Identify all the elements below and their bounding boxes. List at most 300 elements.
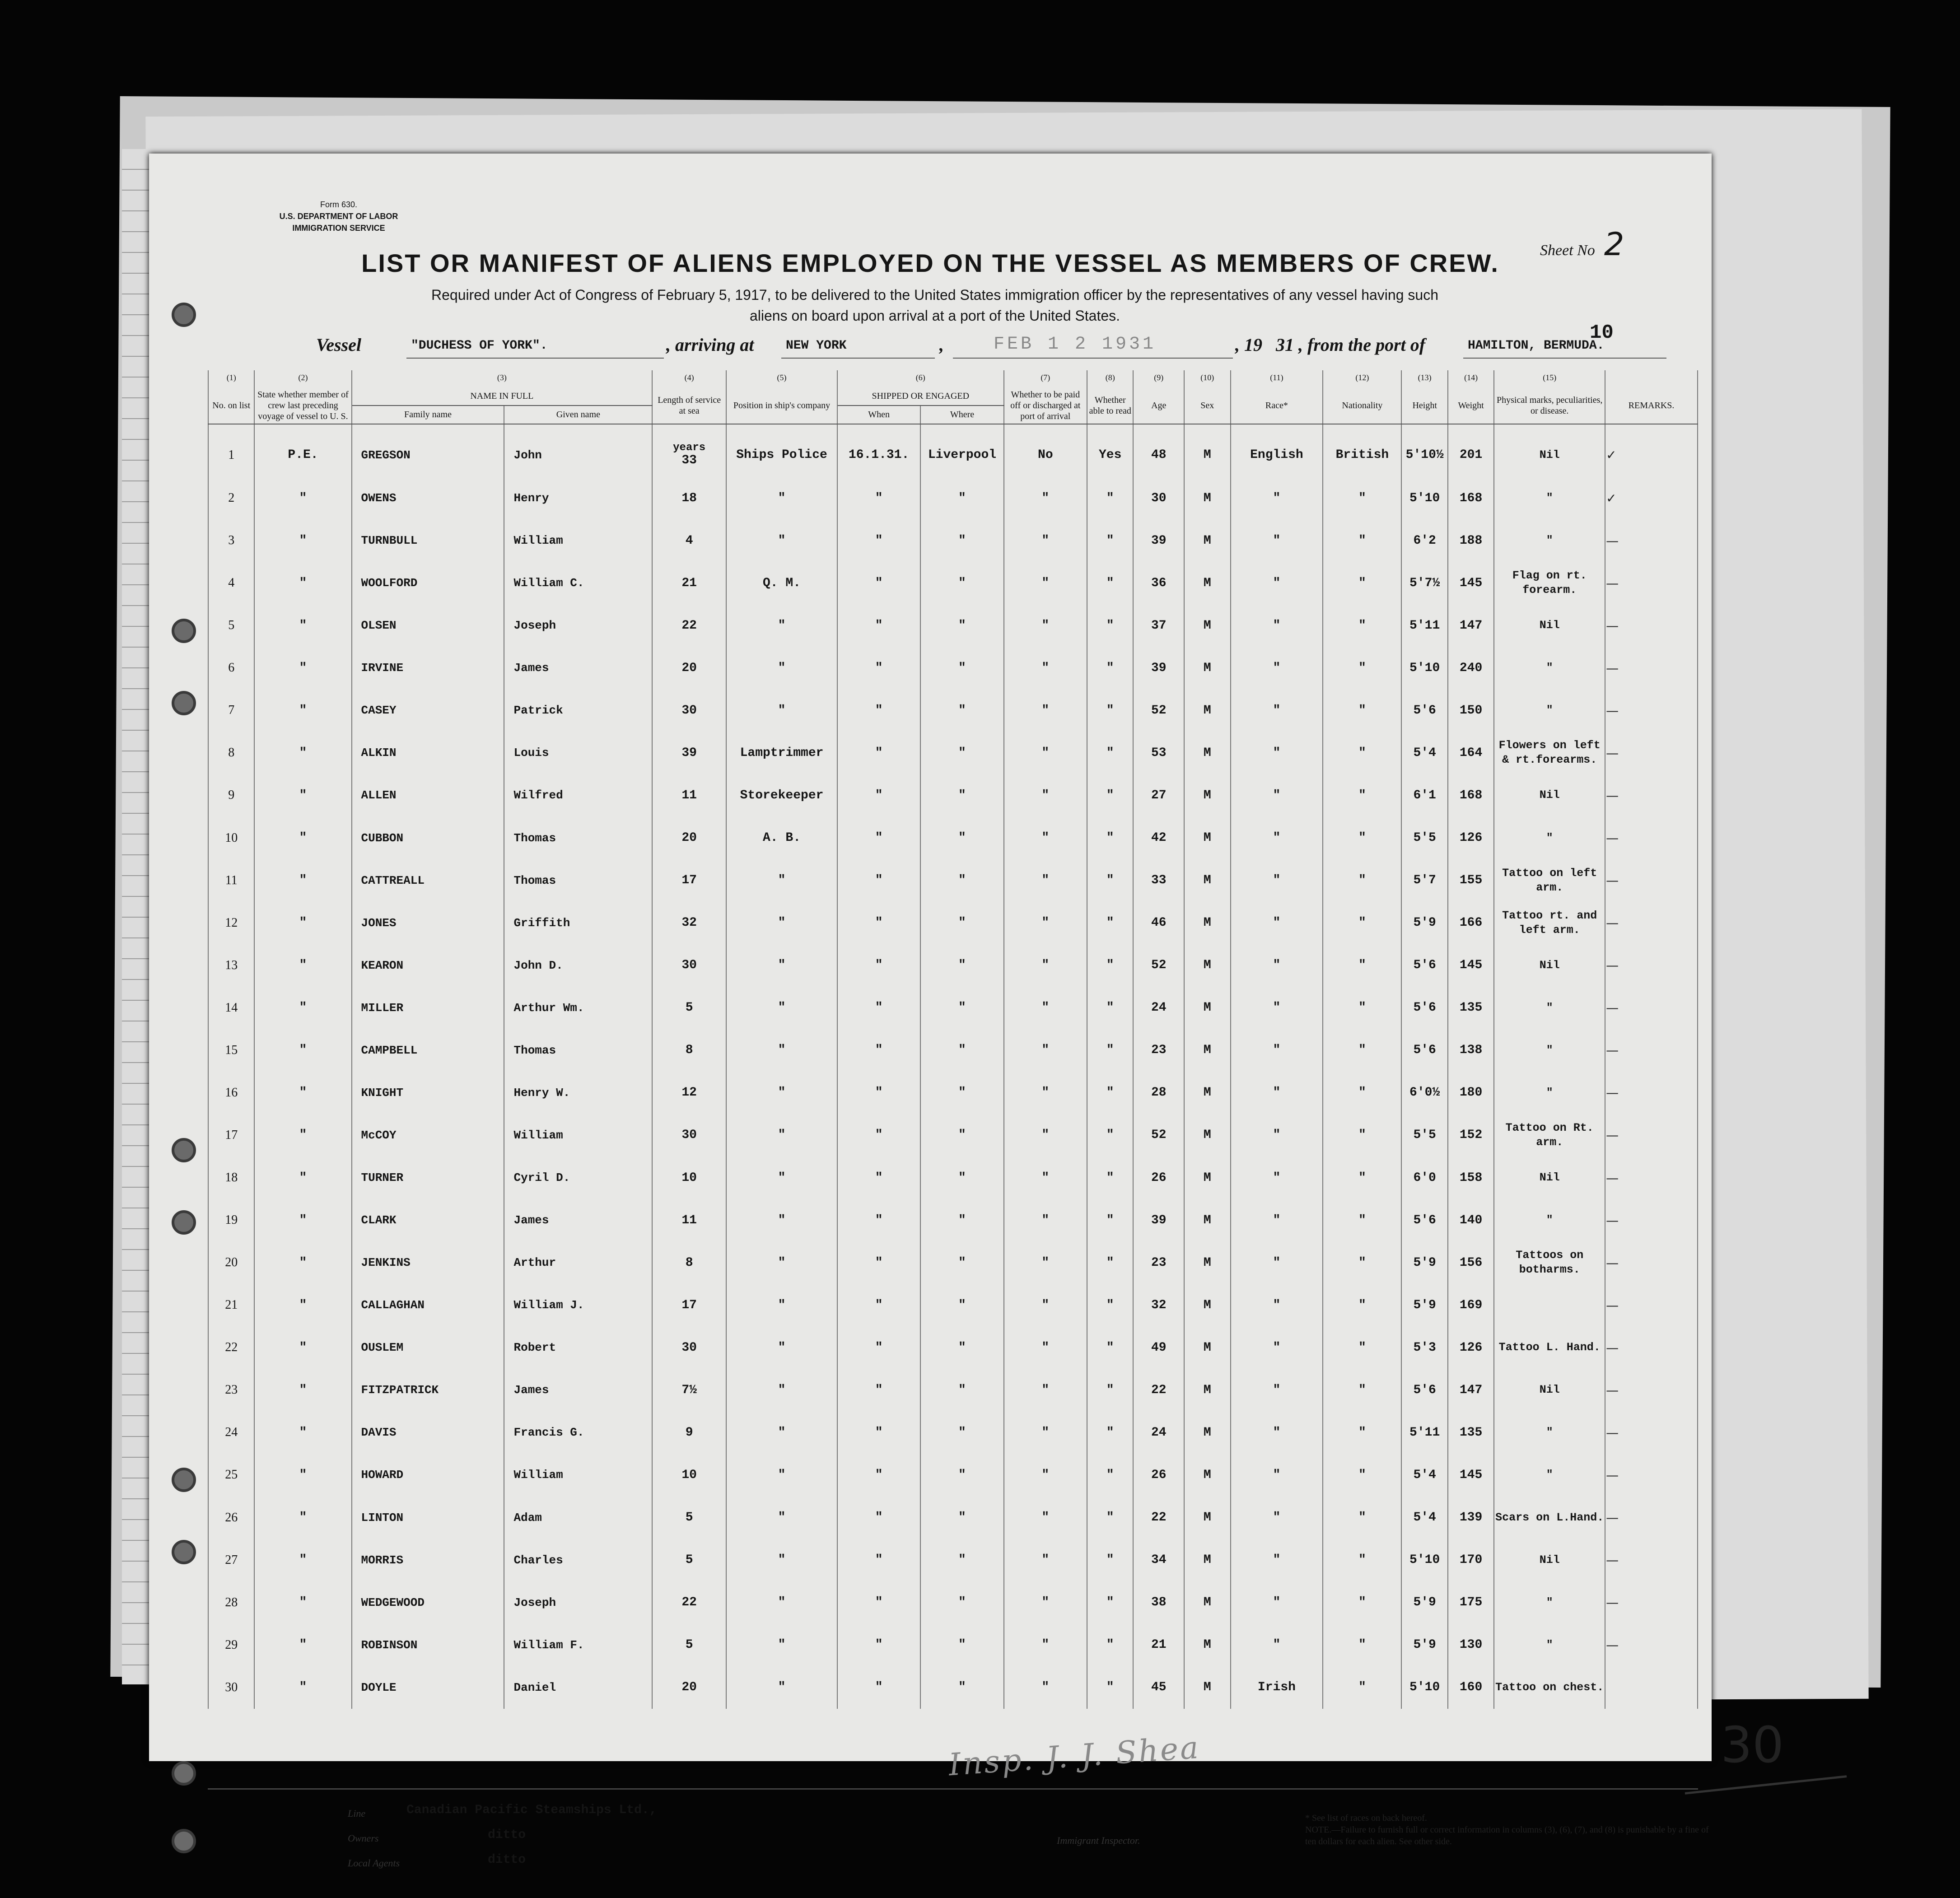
crew-able-read: ": [1087, 944, 1133, 987]
crew-position: ": [726, 1454, 837, 1496]
crew-shipped-where: ": [920, 1241, 1003, 1284]
departure-port: HAMILTON, BERMUDA.: [1468, 339, 1605, 353]
crew-family-name: MORRIS: [352, 1539, 504, 1581]
crew-weight: 145: [1448, 562, 1494, 604]
table-row: [208, 1199, 1698, 1241]
crew-marks: ": [1494, 1072, 1605, 1114]
crew-nationality: ": [1323, 519, 1401, 562]
crew-nationality: ": [1323, 1029, 1401, 1072]
crew-height: 6'1: [1401, 774, 1447, 816]
inspector-signature: Insp. J. J. Shea: [947, 1730, 1201, 1783]
crew-marks: ": [1494, 477, 1605, 519]
vessel-name: "DUCHESS OF YORK".: [411, 339, 548, 353]
crew-race: English: [1231, 424, 1323, 477]
crew-marks: Nil: [1494, 1157, 1605, 1199]
header-height: Height: [1401, 387, 1447, 424]
crew-weight: 150: [1448, 689, 1494, 732]
page-number: 10: [1590, 322, 1614, 344]
crew-position: Lamptrimmer: [726, 732, 837, 774]
crew-height: 5'10: [1401, 1666, 1447, 1709]
crew-service-length: 20: [652, 1666, 726, 1709]
punch-hole: [172, 1468, 196, 1492]
crew-paid-off: ": [1004, 562, 1087, 604]
crew-shipped-where: ": [920, 562, 1003, 604]
line-value: Canadian Pacific Steamships Ltd.,: [406, 1803, 657, 1817]
header-age: Age: [1133, 387, 1184, 424]
table-row: [208, 562, 1698, 604]
crew-shipped-where: ": [920, 1581, 1003, 1624]
crew-race: ": [1231, 1369, 1323, 1411]
crew-service-length: 5: [652, 1539, 726, 1581]
crew-age: 21: [1133, 1624, 1184, 1666]
crew-state: ": [254, 689, 351, 732]
crew-paid-off: ": [1004, 1369, 1087, 1411]
crew-sex: M: [1184, 1326, 1230, 1369]
crew-shipped-when: ": [837, 647, 920, 689]
crew-number: 13: [208, 944, 254, 987]
crew-shipped-where: ": [920, 1114, 1003, 1157]
header-state: State whether member of crew last preceding voyage of vessel to U. S.: [254, 387, 351, 424]
crew-shipped-when: ": [837, 859, 920, 902]
crew-shipped-when: 16.1.31.: [837, 424, 920, 477]
crew-height: 6'0: [1401, 1157, 1447, 1199]
crew-service-length: 5: [652, 987, 726, 1029]
crew-height: 5'5: [1401, 1114, 1447, 1157]
crew-number: 8: [208, 732, 254, 774]
crew-remark: —: [1605, 1241, 1698, 1284]
crew-shipped-when: ": [837, 1411, 920, 1454]
crew-sex: M: [1184, 1157, 1230, 1199]
crew-number: 25: [208, 1454, 254, 1496]
crew-race: ": [1231, 817, 1323, 859]
crew-service-length: 30: [652, 689, 726, 732]
crew-weight: 156: [1448, 1241, 1494, 1284]
crew-able-read: ": [1087, 1539, 1133, 1581]
crew-state: ": [254, 1072, 351, 1114]
year-label: , 19: [1235, 335, 1262, 355]
crew-height: 5'10: [1401, 477, 1447, 519]
crew-number: 28: [208, 1581, 254, 1624]
crew-service-length: 10: [652, 1454, 726, 1496]
crew-shipped-where: ": [920, 477, 1003, 519]
crew-marks: Tattoo on Rt. arm.: [1494, 1114, 1605, 1157]
crew-shipped-when: ": [837, 944, 920, 987]
crew-remark: —: [1605, 1072, 1698, 1114]
crew-able-read: ": [1087, 1157, 1133, 1199]
crew-shipped-where: ": [920, 519, 1003, 562]
crew-height: 5'4: [1401, 1454, 1447, 1496]
crew-shipped-where: ": [920, 1157, 1003, 1199]
crew-state: ": [254, 1454, 351, 1496]
crew-shipped-where: ": [920, 1666, 1003, 1709]
crew-state: ": [254, 817, 351, 859]
crew-given-name: Louis: [504, 732, 652, 774]
crew-paid-off: ": [1004, 902, 1087, 944]
crew-height: 5'4: [1401, 732, 1447, 774]
column-number: (4): [652, 370, 726, 387]
crew-paid-off: ": [1004, 1454, 1087, 1496]
crew-height: 5'11: [1401, 604, 1447, 647]
crew-number: 11: [208, 859, 254, 902]
crew-shipped-when: ": [837, 1497, 920, 1539]
crew-weight: 138: [1448, 1029, 1494, 1072]
crew-sex: M: [1184, 1581, 1230, 1624]
crew-weight: 135: [1448, 987, 1494, 1029]
crew-nationality: ": [1323, 1581, 1401, 1624]
crew-weight: 166: [1448, 902, 1494, 944]
crew-age: 48: [1133, 424, 1184, 477]
crew-number: 6: [208, 647, 254, 689]
crew-given-name: William J.: [504, 1284, 652, 1326]
crew-able-read: ": [1087, 689, 1133, 732]
crew-nationality: ": [1323, 1157, 1401, 1199]
crew-height: 5'11: [1401, 1411, 1447, 1454]
crew-weight: 158: [1448, 1157, 1494, 1199]
crew-sex: M: [1184, 1624, 1230, 1666]
crew-marks: Nil: [1494, 604, 1605, 647]
crew-marks: Flowers on left & rt.forearms.: [1494, 732, 1605, 774]
crew-height: 5'7½: [1401, 562, 1447, 604]
crew-family-name: McCOY: [352, 1114, 504, 1157]
crew-state: ": [254, 944, 351, 987]
crew-paid-off: ": [1004, 1411, 1087, 1454]
crew-race: ": [1231, 774, 1323, 816]
column-number: (3): [352, 370, 653, 387]
crew-state: P.E.: [254, 424, 351, 477]
crew-number: 3: [208, 519, 254, 562]
crew-shipped-where: ": [920, 817, 1003, 859]
crew-service-length: 11: [652, 774, 726, 816]
crew-height: 5'6: [1401, 1369, 1447, 1411]
crew-remark: —: [1605, 1411, 1698, 1454]
crew-marks: Tattoo on chest.: [1494, 1666, 1605, 1709]
crew-service-length: 4: [652, 519, 726, 562]
crew-age: 22: [1133, 1369, 1184, 1411]
crew-able-read: ": [1087, 1411, 1133, 1454]
crew-weight: 135: [1448, 1411, 1494, 1454]
crew-position: Storekeeper: [726, 774, 837, 816]
crew-shipped-when: ": [837, 1369, 920, 1411]
crew-nationality: ": [1323, 1497, 1401, 1539]
crew-marks: ": [1494, 1581, 1605, 1624]
crew-weight: 145: [1448, 1454, 1494, 1496]
crew-given-name: Joseph: [504, 1581, 652, 1624]
crew-family-name: IRVINE: [352, 647, 504, 689]
crew-age: 24: [1133, 987, 1184, 1029]
crew-given-name: Henry: [504, 477, 652, 519]
crew-given-name: Thomas: [504, 817, 652, 859]
crew-number: 5: [208, 604, 254, 647]
crew-age: 53: [1133, 732, 1184, 774]
table-row: [208, 732, 1698, 774]
table-row: [208, 902, 1698, 944]
crew-race: ": [1231, 1326, 1323, 1369]
crew-able-read: ": [1087, 1199, 1133, 1241]
crew-weight: 175: [1448, 1581, 1494, 1624]
table-row: [208, 647, 1698, 689]
crew-state: ": [254, 1497, 351, 1539]
crew-nationality: ": [1323, 902, 1401, 944]
crew-remark: [1605, 1666, 1698, 1709]
page-title: LIST OR MANIFEST OF ALIENS EMPLOYED ON THE VESSEL AS MEMBERS OF CREW.: [361, 249, 1499, 277]
crew-paid-off: ": [1004, 1497, 1087, 1539]
crew-shipped-when: ": [837, 689, 920, 732]
punch-hole: [172, 303, 196, 327]
crew-number: 22: [208, 1326, 254, 1369]
crew-service-length: [652, 424, 726, 477]
crew-paid-off: ": [1004, 1326, 1087, 1369]
crew-marks: Scars on L.Hand.: [1494, 1497, 1605, 1539]
crew-marks: ": [1494, 689, 1605, 732]
crew-marks: Nil: [1494, 774, 1605, 816]
crew-weight: 160: [1448, 1666, 1494, 1709]
crew-sex: M: [1184, 817, 1230, 859]
crew-sex: M: [1184, 987, 1230, 1029]
crew-remark: —: [1605, 987, 1698, 1029]
crew-weight: 147: [1448, 1369, 1494, 1411]
crew-shipped-where: ": [920, 1454, 1003, 1496]
crew-family-name: LINTON: [352, 1497, 504, 1539]
crew-marks: ": [1494, 1454, 1605, 1496]
crew-service-length: 30: [652, 1326, 726, 1369]
crew-nationality: ": [1323, 689, 1401, 732]
crew-marks: ": [1494, 1199, 1605, 1241]
crew-given-name: John: [504, 424, 652, 477]
crew-given-name: Thomas: [504, 1029, 652, 1072]
punch-hole: [172, 1540, 196, 1564]
crew-height: 5'9: [1401, 1624, 1447, 1666]
crew-sex: M: [1184, 732, 1230, 774]
table-row: [208, 1157, 1698, 1199]
crew-given-name: Robert: [504, 1326, 652, 1369]
crew-shipped-where: ": [920, 647, 1003, 689]
crew-able-read: ": [1087, 1666, 1133, 1709]
table-row: [208, 987, 1698, 1029]
total-count: 30: [1721, 1716, 1784, 1774]
crew-nationality: ": [1323, 1284, 1401, 1326]
crew-race: ": [1231, 1454, 1323, 1496]
crew-age: 39: [1133, 647, 1184, 689]
crew-marks: ": [1494, 1624, 1605, 1666]
table-row: [208, 817, 1698, 859]
crew-given-name: Thomas: [504, 859, 652, 902]
header-race: Race*: [1231, 387, 1323, 424]
header-nationality: Nationality: [1323, 387, 1401, 424]
crew-position: ": [726, 1624, 837, 1666]
crew-able-read: ": [1087, 1241, 1133, 1284]
crew-family-name: CAMPBELL: [352, 1029, 504, 1072]
crew-shipped-when: ": [837, 1624, 920, 1666]
crew-state: ": [254, 477, 351, 519]
crew-paid-off: ": [1004, 1114, 1087, 1157]
crew-shipped-where: ": [920, 1072, 1003, 1114]
header-when: When: [837, 406, 920, 424]
crew-height: 5'9: [1401, 1581, 1447, 1624]
crew-weight: 126: [1448, 817, 1494, 859]
line-label: Line: [348, 1808, 366, 1819]
crew-race: ": [1231, 1284, 1323, 1326]
crew-shipped-where: ": [920, 1411, 1003, 1454]
crew-able-read: ": [1087, 1029, 1133, 1072]
crew-paid-off: ": [1004, 1284, 1087, 1326]
crew-height: 5'4: [1401, 1497, 1447, 1539]
crew-shipped-when: ": [837, 1072, 920, 1114]
crew-remark: —: [1605, 1326, 1698, 1369]
crew-state: ": [254, 647, 351, 689]
crew-given-name: William C.: [504, 562, 652, 604]
crew-able-read: ": [1087, 859, 1133, 902]
crew-marks: ": [1494, 987, 1605, 1029]
crew-shipped-when: ": [837, 562, 920, 604]
crew-race: ": [1231, 902, 1323, 944]
crew-weight: 147: [1448, 604, 1494, 647]
crew-number: 26: [208, 1497, 254, 1539]
crew-given-name: William: [504, 1454, 652, 1496]
arriving-label: , arriving at: [666, 335, 754, 355]
header-length-service: Length of service at sea: [652, 387, 726, 424]
crew-weight: 201: [1448, 424, 1494, 477]
crew-age: 38: [1133, 1581, 1184, 1624]
crew-sex: M: [1184, 774, 1230, 816]
crew-number: 14: [208, 987, 254, 1029]
crew-nationality: ": [1323, 1666, 1401, 1709]
crew-family-name: WOOLFORD: [352, 562, 504, 604]
crew-given-name: William: [504, 1114, 652, 1157]
crew-able-read: ": [1087, 519, 1133, 562]
table-row: [208, 774, 1698, 816]
crew-paid-off: ": [1004, 689, 1087, 732]
table-row: [208, 1411, 1698, 1454]
crew-nationality: ": [1323, 1072, 1401, 1114]
crew-state: ": [254, 519, 351, 562]
table-row: [208, 1241, 1698, 1284]
crew-weight: 240: [1448, 647, 1494, 689]
crew-race: ": [1231, 604, 1323, 647]
crew-height: 5'10½: [1401, 424, 1447, 477]
table-row: [208, 689, 1698, 732]
crew-number: 1: [208, 424, 254, 477]
crew-given-name: Patrick: [504, 689, 652, 732]
crew-state: ": [254, 1199, 351, 1241]
header-shipped: SHIPPED OR ENGAGED: [837, 387, 1004, 406]
crew-family-name: ALLEN: [352, 774, 504, 816]
page-subtitle: [303, 284, 1567, 326]
crew-state: ": [254, 732, 351, 774]
header-where: Where: [920, 406, 1003, 424]
crew-race: ": [1231, 1241, 1323, 1284]
crew-age: 46: [1133, 902, 1184, 944]
crew-family-name: MILLER: [352, 987, 504, 1029]
crew-sex: M: [1184, 1497, 1230, 1539]
crew-shipped-when: ": [837, 1326, 920, 1369]
crew-shipped-when: ": [837, 1241, 920, 1284]
crew-nationality: ": [1323, 944, 1401, 987]
inspector-label: Immigrant Inspector.: [1057, 1835, 1140, 1846]
crew-position: ": [726, 1114, 837, 1157]
year-value: 31: [1276, 335, 1294, 355]
crew-race: ": [1231, 1199, 1323, 1241]
crew-state: ": [254, 1241, 351, 1284]
crew-given-name: James: [504, 1369, 652, 1411]
header-family-name: Family name: [352, 406, 504, 424]
crew-age: 30: [1133, 477, 1184, 519]
crew-nationality: ": [1323, 1241, 1401, 1284]
crew-position: ": [726, 1157, 837, 1199]
crew-age: 23: [1133, 1241, 1184, 1284]
table-row: [208, 944, 1698, 987]
crew-paid-off: ": [1004, 774, 1087, 816]
crew-age: 32: [1133, 1284, 1184, 1326]
crew-weight: 140: [1448, 1199, 1494, 1241]
crew-remark: —: [1605, 519, 1698, 562]
crew-remark: —: [1605, 689, 1698, 732]
crew-family-name: KEARON: [352, 944, 504, 987]
crew-shipped-where: ": [920, 1199, 1003, 1241]
crew-shipped-where: ": [920, 774, 1003, 816]
crew-marks: Nil: [1494, 424, 1605, 477]
crew-age: 22: [1133, 1497, 1184, 1539]
crew-height: 5'9: [1401, 1284, 1447, 1326]
crew-shipped-where: ": [920, 1284, 1003, 1326]
crew-number: 23: [208, 1369, 254, 1411]
crew-family-name: KNIGHT: [352, 1072, 504, 1114]
crew-paid-off: ": [1004, 1029, 1087, 1072]
crew-service-length: 18: [652, 477, 726, 519]
crew-state: ": [254, 987, 351, 1029]
crew-sex: M: [1184, 1411, 1230, 1454]
crew-paid-off: ": [1004, 1199, 1087, 1241]
crew-nationality: ": [1323, 1539, 1401, 1581]
crew-state: ": [254, 1114, 351, 1157]
crew-sex: M: [1184, 859, 1230, 902]
crew-height: 6'0½: [1401, 1072, 1447, 1114]
crew-able-read: Yes: [1087, 424, 1133, 477]
crew-remark: —: [1605, 1199, 1698, 1241]
crew-state: ": [254, 902, 351, 944]
header-remarks: REMARKS.: [1605, 387, 1698, 424]
crew-race: ": [1231, 1539, 1323, 1581]
crew-given-name: Cyril D.: [504, 1157, 652, 1199]
crew-remark: —: [1605, 1497, 1698, 1539]
crew-shipped-where: ": [920, 987, 1003, 1029]
crew-height: 5'7: [1401, 859, 1447, 902]
crew-given-name: Francis G.: [504, 1411, 652, 1454]
crew-sex: M: [1184, 1241, 1230, 1284]
crew-paid-off: ": [1004, 604, 1087, 647]
crew-family-name: OUSLEM: [352, 1326, 504, 1369]
crew-remark: —: [1605, 1114, 1698, 1157]
crew-age: 45: [1133, 1666, 1184, 1709]
crew-remark: —: [1605, 944, 1698, 987]
crew-paid-off: ": [1004, 817, 1087, 859]
header-row: [208, 387, 1698, 406]
crew-age: 39: [1133, 1199, 1184, 1241]
crew-marks: Nil: [1494, 1369, 1605, 1411]
crew-marks: ": [1494, 1029, 1605, 1072]
crew-race: ": [1231, 647, 1323, 689]
crew-shipped-when: ": [837, 1114, 920, 1157]
crew-remark: —: [1605, 1369, 1698, 1411]
crew-number: 30: [208, 1666, 254, 1709]
crew-remark: ✓: [1605, 424, 1698, 477]
crew-age: 28: [1133, 1072, 1184, 1114]
crew-race: ": [1231, 944, 1323, 987]
crew-nationality: ": [1323, 732, 1401, 774]
crew-paid-off: ": [1004, 1624, 1087, 1666]
crew-paid-off: ": [1004, 987, 1087, 1029]
crew-sex: M: [1184, 604, 1230, 647]
crew-family-name: ALKIN: [352, 732, 504, 774]
